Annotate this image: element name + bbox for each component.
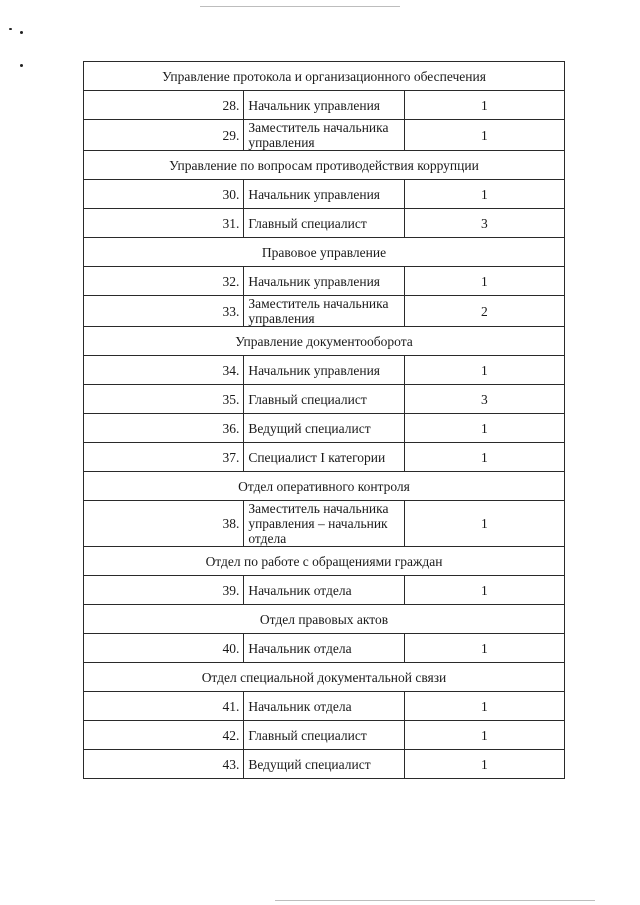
row-number: 39. (84, 576, 244, 605)
table-row (84, 385, 565, 414)
row-number: 32. (84, 267, 244, 296)
table-row (84, 91, 565, 120)
scan-edge-line (275, 900, 595, 901)
section-header-row (84, 663, 565, 692)
table-row (84, 356, 565, 385)
row-number: 29. (84, 120, 244, 151)
position-count: 1 (404, 501, 564, 547)
position-count: 1 (404, 750, 564, 779)
position-title: Главный специалист (244, 385, 404, 414)
position-title: Главный специалист (244, 721, 404, 750)
section-title: Отдел правовых актов (84, 605, 565, 634)
row-number: 31. (84, 209, 244, 238)
table-row (84, 209, 565, 238)
table-row (84, 443, 565, 472)
position-count: 1 (404, 120, 564, 151)
position-count: 1 (404, 692, 564, 721)
position-count: 1 (404, 414, 564, 443)
position-title: Начальник отдела (244, 692, 404, 721)
row-number: 35. (84, 385, 244, 414)
position-count: 1 (404, 91, 564, 120)
position-title: Начальник управления (244, 267, 404, 296)
section-title: Управление протокола и организационного обеспечения (84, 62, 565, 91)
position-title: Начальник управления (244, 91, 404, 120)
table-row (84, 120, 565, 151)
position-count: 1 (404, 180, 564, 209)
section-title: Отдел специальной документальной связи (84, 663, 565, 692)
table-row (84, 501, 565, 547)
row-number: 42. (84, 721, 244, 750)
scan-speck (20, 31, 23, 34)
position-title: Начальник управления (244, 356, 404, 385)
table-row (84, 692, 565, 721)
table-row (84, 750, 565, 779)
row-number: 40. (84, 634, 244, 663)
scan-edge-line (200, 6, 400, 7)
row-number: 41. (84, 692, 244, 721)
position-title: Заместитель начальника управления – начальник отдела (244, 501, 404, 547)
staff-table-body (84, 62, 565, 779)
position-count: 2 (404, 296, 564, 327)
position-count: 3 (404, 209, 564, 238)
row-number: 33. (84, 296, 244, 327)
position-title: Заместитель начальника управления (244, 120, 404, 151)
position-count: 1 (404, 721, 564, 750)
position-title: Начальник отдела (244, 634, 404, 663)
table-row (84, 414, 565, 443)
scan-speck (20, 64, 23, 67)
position-count: 1 (404, 576, 564, 605)
row-number: 28. (84, 91, 244, 120)
section-title: Отдел по работе с обращениями граждан (84, 547, 565, 576)
scan-speck (9, 28, 12, 30)
position-title: Специалист I категории (244, 443, 404, 472)
position-count: 1 (404, 634, 564, 663)
table-row (84, 267, 565, 296)
row-number: 43. (84, 750, 244, 779)
position-count: 1 (404, 356, 564, 385)
section-header-row (84, 238, 565, 267)
row-number: 38. (84, 501, 244, 547)
section-header-row (84, 151, 565, 180)
table-row (84, 180, 565, 209)
row-number: 34. (84, 356, 244, 385)
section-title: Правовое управление (84, 238, 565, 267)
section-title: Управление документооборота (84, 327, 565, 356)
position-title: Главный специалист (244, 209, 404, 238)
row-number: 37. (84, 443, 244, 472)
position-title: Начальник управления (244, 180, 404, 209)
section-header-row (84, 605, 565, 634)
table-row (84, 296, 565, 327)
section-header-row (84, 327, 565, 356)
position-title: Ведущий специалист (244, 414, 404, 443)
section-header-row (84, 547, 565, 576)
table-row (84, 721, 565, 750)
position-count: 1 (404, 443, 564, 472)
position-count: 3 (404, 385, 564, 414)
position-title: Начальник отдела (244, 576, 404, 605)
section-title: Управление по вопросам противодействия коррупции (84, 151, 565, 180)
row-number: 36. (84, 414, 244, 443)
section-header-row (84, 62, 565, 91)
position-title: Заместитель начальника управления (244, 296, 404, 327)
position-title: Ведущий специалист (244, 750, 404, 779)
section-header-row (84, 472, 565, 501)
position-count: 1 (404, 267, 564, 296)
table-row (84, 634, 565, 663)
row-number: 30. (84, 180, 244, 209)
section-title: Отдел оперативного контроля (84, 472, 565, 501)
table-row (84, 576, 565, 605)
staff-table (83, 61, 565, 779)
